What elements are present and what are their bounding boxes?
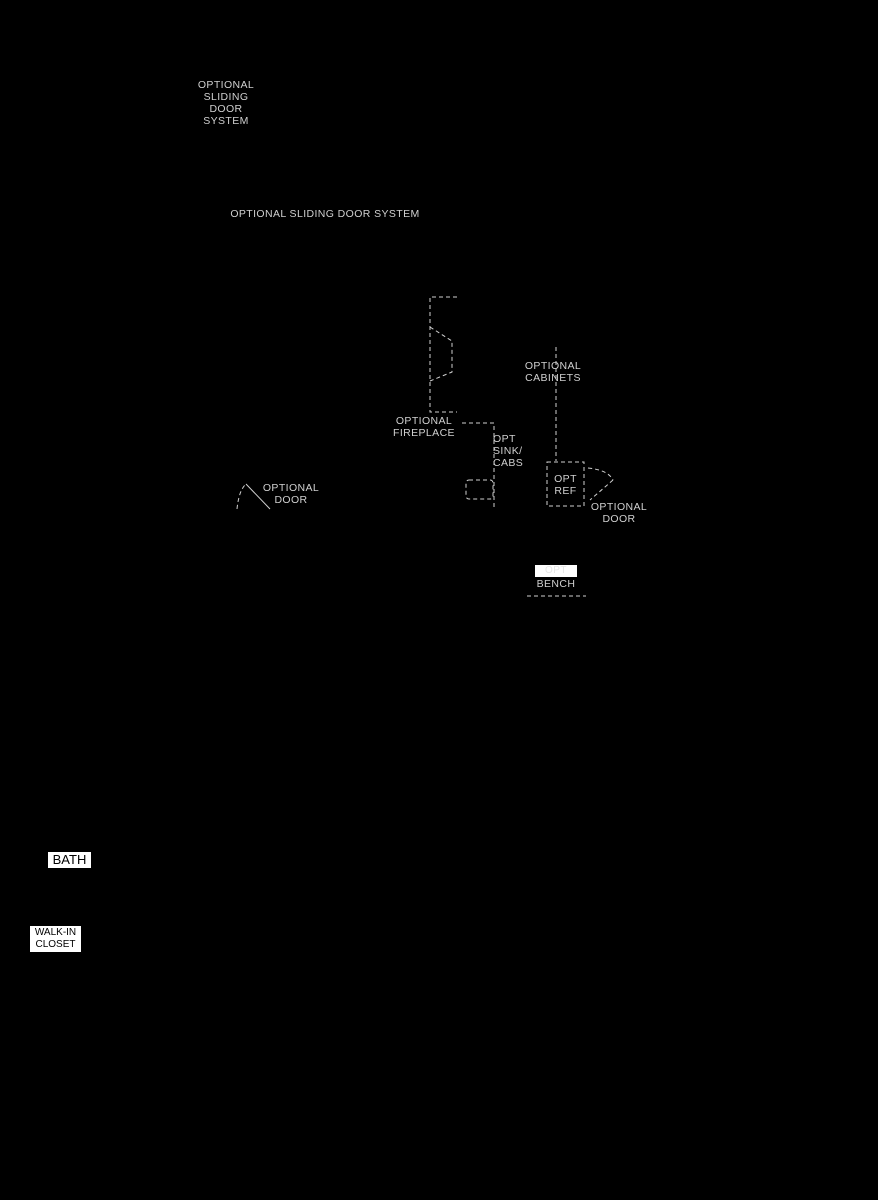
opt-sink-cabs-label: OPT SINK/ CABS [493, 433, 524, 469]
optional-sliding-door-system-label: OPTIONAL SLIDING DOOR SYSTEM [230, 208, 420, 220]
optional-fireplace-label: OPTIONAL FIREPLACE [393, 415, 455, 439]
opt-ref-label: OPT REF [554, 473, 577, 497]
opt-bench-label: BENCH [536, 578, 576, 590]
walk-in-closet-label: WALK-IN CLOSET [30, 926, 81, 952]
optional-door-left-label: OPTIONAL DOOR [262, 482, 320, 506]
optional-sliding-door-system-stacked-label: OPTIONAL SLIDING DOOR SYSTEM [197, 79, 255, 127]
bath-label: BATH [48, 852, 91, 868]
sink-cabinet-outline [462, 423, 494, 508]
opt-bench-top-label: OPT [535, 565, 577, 577]
fireplace-outline [430, 297, 457, 412]
optional-door-right-label: OPTIONAL DOOR [590, 501, 648, 525]
right-door-swing [588, 468, 613, 500]
optional-cabinets-label: OPTIONAL CABINETS [524, 360, 582, 384]
